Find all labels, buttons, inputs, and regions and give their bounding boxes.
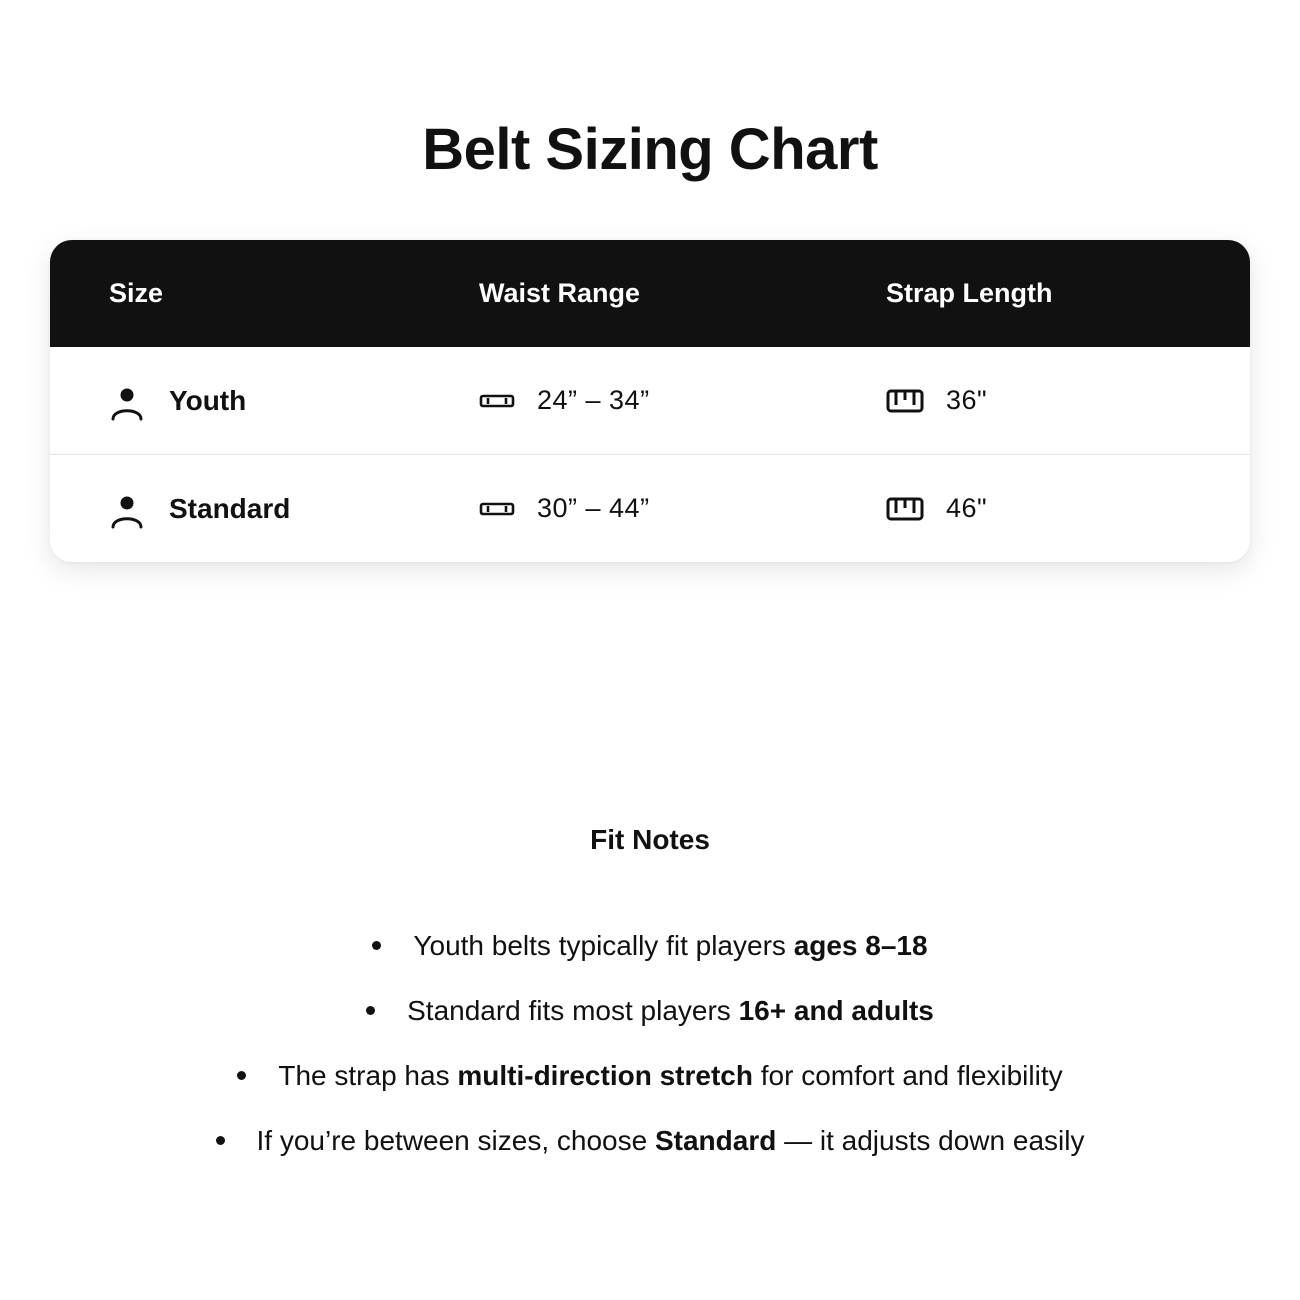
person-icon: [109, 387, 145, 423]
ruler-icon: [886, 388, 924, 414]
fit-notes-title: Fit Notes: [590, 824, 710, 855]
waist-cell: [479, 455, 650, 562]
note-text: Standard fits most players 16+ and adults: [407, 995, 934, 1026]
note-text: Youth belts typically fit players ages 8–18: [413, 930, 928, 961]
size-cell: [109, 455, 290, 562]
waist-value: 30” – 44”: [537, 493, 650, 523]
belt-icon: [479, 391, 515, 411]
bullet-icon: [366, 1006, 375, 1015]
bullet-icon: [237, 1071, 246, 1080]
header-strap-length: Strap Length: [886, 278, 1053, 308]
page-title: Belt Sizing Chart: [422, 117, 878, 182]
person-icon: [109, 495, 145, 531]
table-row: [50, 455, 1250, 562]
header-size: Size: [109, 278, 164, 308]
size-label: Youth: [169, 384, 247, 416]
table-row: [50, 347, 1250, 455]
strap-cell: [886, 455, 987, 562]
list-item: [0, 913, 1300, 978]
note-text: The strap has multi-direction stretch for comfort and flexibility: [278, 1060, 1063, 1091]
size-cell: [109, 347, 246, 454]
size-label: Standard: [169, 492, 291, 524]
bullet-icon: [216, 1136, 225, 1145]
bullet-icon: [372, 941, 381, 950]
note-text: If you’re between sizes, choose Standard — it adjusts down easily: [256, 1125, 1085, 1156]
list-item: [0, 978, 1300, 1043]
strap-cell: [886, 347, 987, 454]
table-header: [50, 240, 1250, 347]
waist-cell: [479, 347, 650, 454]
header-waist-range: Waist Range: [479, 278, 641, 308]
waist-value: 24” – 34”: [537, 385, 650, 415]
list-item: [0, 1108, 1300, 1173]
belt-icon: [479, 499, 515, 519]
list-item: [0, 1043, 1300, 1108]
ruler-icon: [886, 496, 924, 522]
strap-value: 46": [946, 493, 988, 523]
sizing-table: [50, 240, 1250, 562]
fit-notes-list: [0, 913, 1300, 1173]
strap-value: 36": [946, 385, 988, 415]
